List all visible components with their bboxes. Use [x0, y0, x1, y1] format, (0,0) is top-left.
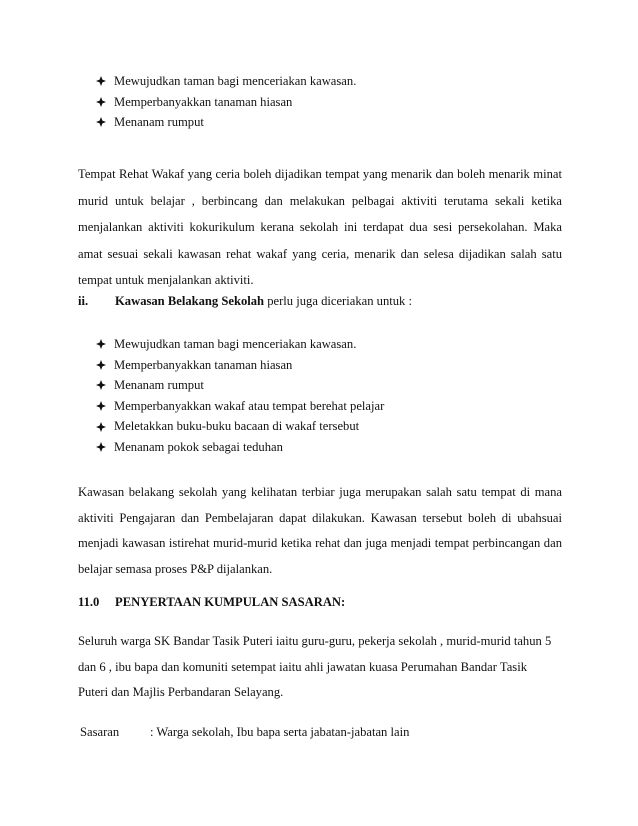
diamond-bullet-icon — [96, 339, 106, 349]
list-item-text: Memperbanyakkan tanaman hiasan — [114, 94, 293, 109]
diamond-bullet-icon — [96, 401, 106, 411]
section-number: 11.0 — [78, 595, 100, 609]
sasaran-label: Sasaran — [80, 725, 120, 739]
section-title — [115, 291, 412, 311]
section-title: PENYERTAAN KUMPULAN SASARAN: — [115, 595, 346, 609]
list-item — [96, 416, 384, 437]
list-item-text: Menanam rumput — [114, 378, 204, 393]
list-item — [96, 71, 356, 92]
diamond-bullet-icon — [96, 422, 106, 432]
diamond-bullet-icon — [96, 76, 106, 86]
list-item — [96, 396, 384, 417]
list-item-text: Mewujudkan taman bagi menceriakan kawasan. — [114, 74, 357, 88]
diamond-bullet-icon — [96, 442, 106, 452]
list-item — [96, 375, 384, 396]
list-item — [96, 334, 384, 355]
list-item-text: Meletakkan buku-buku bacaan di wakaf tersebut — [114, 419, 360, 434]
section-number: ii. — [78, 294, 89, 308]
section-11-heading — [78, 592, 562, 612]
paragraph-kawasan-belakang: Kawasan belakang sekolah yang kelihatan terbiar juga merupakan salah satu tempat di mana aktiviti Pengajaran dan Pembelajaran dapat dilakukan. Kawasan tersebut boleh di ubahsuai menjadi kawasan istirehat murid-murid ketika rehat dan juga menjadi tempat perbincangan dan belajar semasa proses P&P dijalankan. — [78, 485, 562, 576]
list-item-text: Menanam rumput — [114, 115, 204, 130]
diamond-bullet-icon — [96, 97, 106, 107]
list-item — [96, 437, 384, 458]
diamond-bullet-icon — [96, 360, 106, 370]
paragraph-tempat-rehat: Tempat Rehat Wakaf yang ceria boleh dijadikan tempat yang menarik dan boleh menarik minat murid untuk belajar , berbincang dan melakukan pelbagai aktiviti terutama sekali ketika menjalankan aktiviti kokurikulum kerana sekolah ini terdapat dua sesi persekolahan. Maka amat sesuai sekali kawasan rehat wakaf yang ceria, menarik dan selesa dijadikan salah satu tempat untuk menjalankan aktiviti. — [78, 167, 562, 288]
bullet-list-1 — [96, 71, 356, 133]
section-ii-heading — [78, 291, 562, 311]
paragraph-penyertaan — [78, 629, 562, 706]
list-item-text: Memperbanyakkan wakaf atau tempat berehat pelajar — [114, 398, 385, 413]
bullet-list-2 — [96, 334, 384, 458]
list-item — [96, 355, 384, 376]
paragraph-line: Seluruh warga SK Bandar Tasik Puteri iaitu guru-guru, pekerja sekolah , murid-murid tahun 5 — [78, 634, 552, 648]
paragraph-line: dan 6 , ibu bapa dan komuniti setempat iaitu ahli jawatan kuasa Perumahan Bandar Tasik — [78, 659, 527, 674]
sasaran-row — [80, 722, 409, 742]
list-item — [96, 92, 356, 113]
paragraph-line: Puteri dan Majlis Perbandaran Selayang. — [78, 685, 284, 699]
sasaran-value: : Warga sekolah, Ibu bapa serta jabatan-jabatan lain — [150, 725, 410, 739]
section-title-rest: perlu juga diceriakan untuk : — [264, 294, 413, 308]
list-item — [96, 112, 356, 133]
section-title-bold: Kawasan Belakang Sekolah — [115, 294, 265, 308]
list-item-text: Mewujudkan taman bagi menceriakan kawasan. — [114, 337, 357, 351]
list-item-text: Menanam pokok sebagai teduhan — [114, 439, 283, 454]
list-item-text: Memperbanyakkan tanaman hiasan — [114, 357, 293, 372]
diamond-bullet-icon — [96, 380, 106, 390]
diamond-bullet-icon — [96, 117, 106, 127]
